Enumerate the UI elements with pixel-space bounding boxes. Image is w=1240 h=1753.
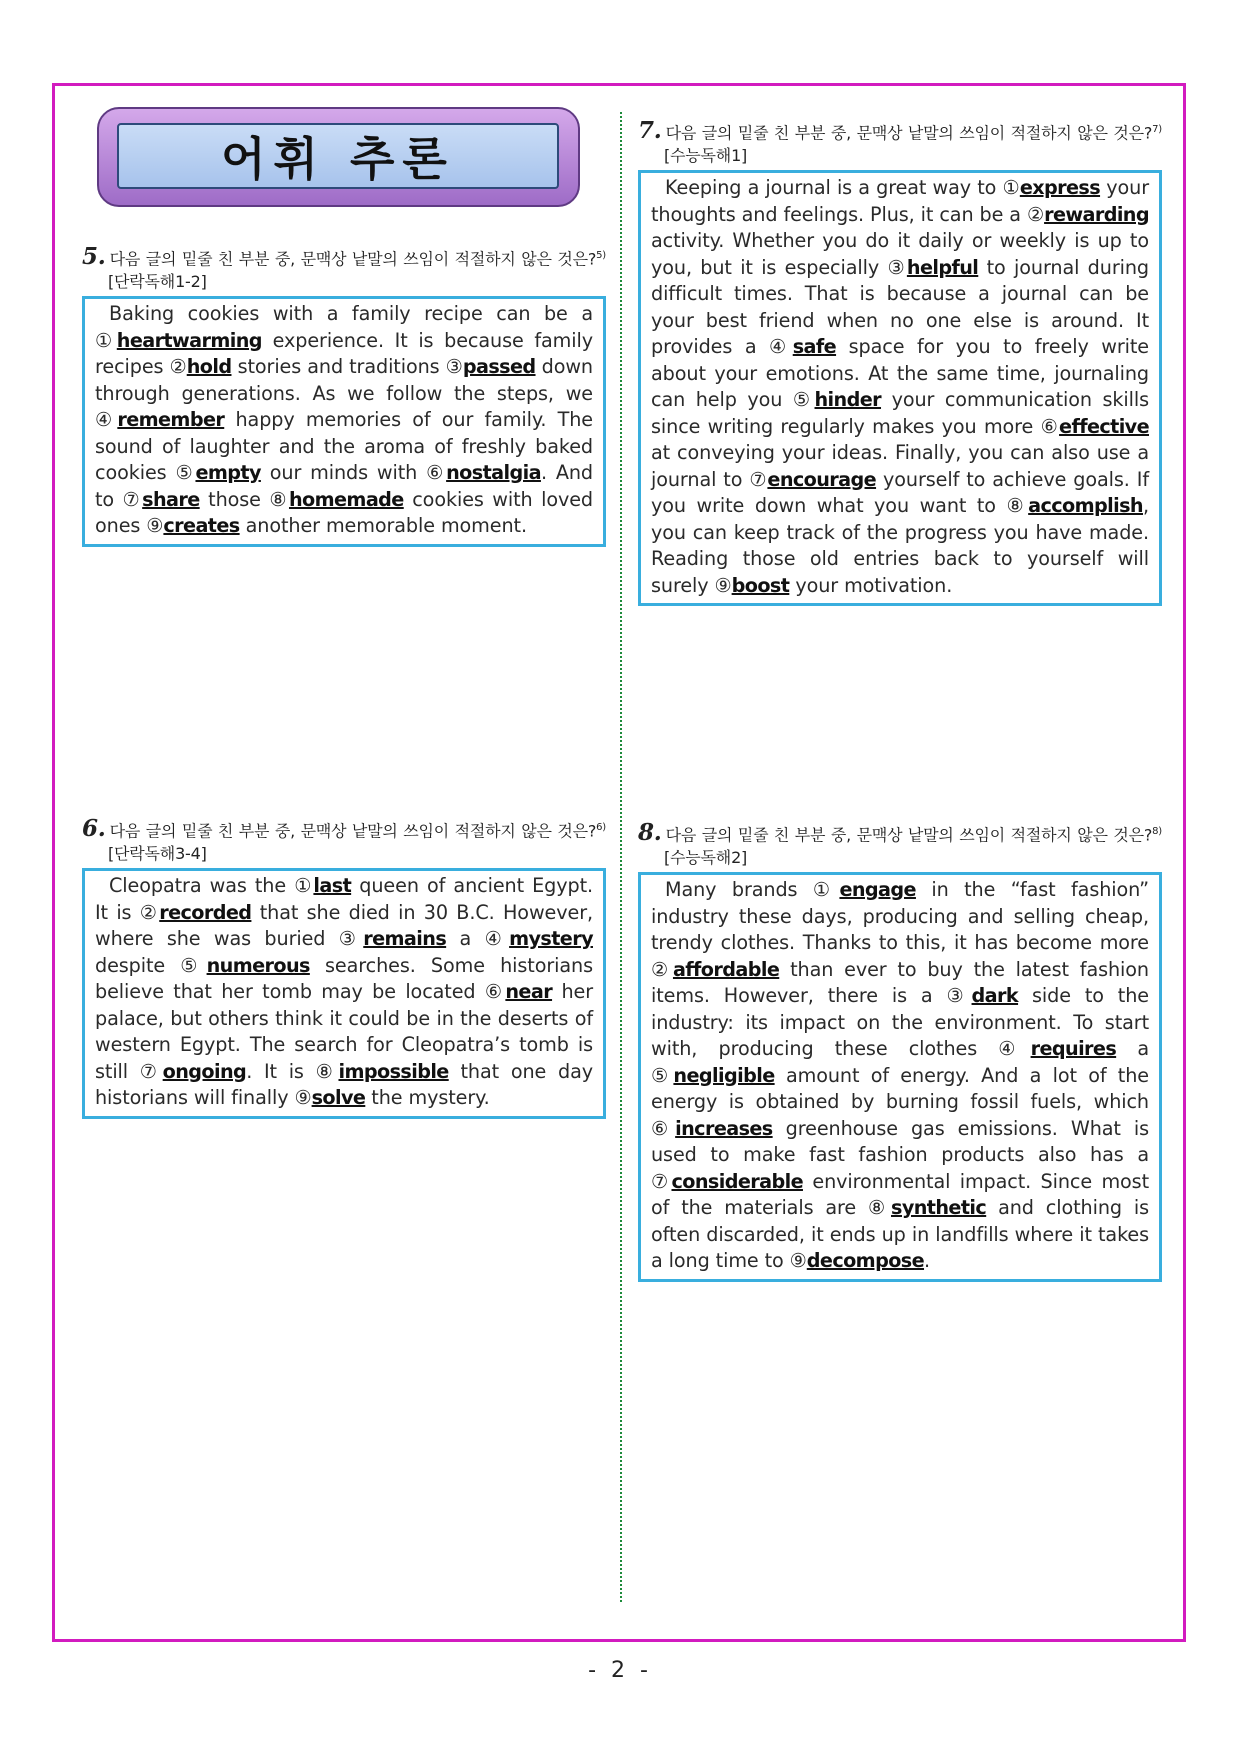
- passage-fragment: queen of ancient Egypt. It is ②: [95, 874, 593, 924]
- passage-text: [651, 877, 1149, 1275]
- question-source: [단락독해1-2]: [108, 272, 207, 292]
- passage-fragment: to journal during difficult times. That is because a journal can be your best friend when no one else is around. It provides a ④: [651, 255, 1149, 359]
- underlined-word: mystery: [509, 927, 593, 951]
- passage-fragment: another memorable moment.: [239, 514, 527, 538]
- passage-fragment: happy memories of our family. The sound of laughter and the aroma of freshly baked cookies ⑤: [95, 408, 593, 485]
- title-box: [117, 123, 559, 189]
- underlined-word: helpful: [906, 255, 979, 279]
- passage-fragment: searches. Some historians believe that her tomb may be located ⑥: [95, 953, 593, 1004]
- question-8: [638, 820, 1162, 1282]
- passage-fragment: the mystery.: [365, 1086, 490, 1110]
- underlined-word: increases: [675, 1116, 773, 1140]
- passage-fragment: your thoughts and feelings. Plus, it can be a ②: [651, 176, 1149, 226]
- question-number: 5.: [82, 243, 106, 271]
- question-6: [82, 816, 606, 1119]
- passage-fragment: and clothing is often discarded, it ends up in landfills where it takes a long time to ⑨: [651, 1196, 1149, 1273]
- footnote-mark: 7): [1152, 124, 1162, 135]
- underlined-word: solve: [311, 1086, 366, 1110]
- passage-fragment: down through generations. As we follow the steps, we ④: [95, 355, 593, 432]
- footnote-mark: 8): [1152, 826, 1162, 837]
- passage-fragment: despite ⑤: [95, 953, 207, 977]
- underlined-word: nostalgia: [446, 461, 541, 485]
- passage-box: [82, 296, 606, 547]
- question-number: 7.: [638, 117, 662, 145]
- passage-fragment: your motivation.: [789, 573, 953, 597]
- underlined-word: considerable: [671, 1169, 803, 1193]
- underlined-word: share: [142, 487, 200, 511]
- underlined-word: boost: [731, 573, 790, 597]
- passage-fragment: Baking cookies with a family recipe can be a ①: [95, 302, 593, 352]
- question-7: [638, 118, 1162, 606]
- underlined-word: remember: [117, 408, 225, 432]
- underlined-word: effective: [1059, 414, 1149, 438]
- passage-box: [638, 872, 1162, 1282]
- passage-fragment: our minds with ⑥: [260, 461, 447, 485]
- footnote-mark: 5): [596, 250, 606, 261]
- question-source: [수능독해2]: [664, 848, 748, 868]
- underlined-word: negligible: [673, 1063, 775, 1087]
- passage-fragment: your communication skills since writing regularly makes you more ⑥: [651, 388, 1149, 438]
- passage-fragment: activity. Whether you do it daily or weekly is up to you, but it is especially ③: [651, 229, 1149, 279]
- passage-fragment: a ⑤: [651, 1037, 1149, 1087]
- passage-fragment: that one day historians will finally ⑨: [95, 1059, 593, 1110]
- passage-text: [651, 175, 1149, 599]
- underlined-word: last: [313, 874, 352, 898]
- passage-fragment: environmental impact. Since most of the materials are ⑧: [651, 1169, 1149, 1220]
- passage-text: [95, 873, 593, 1112]
- underlined-word: express: [1019, 176, 1101, 200]
- underlined-word: homemade: [288, 487, 404, 511]
- underlined-word: empty: [195, 461, 261, 485]
- underlined-word: rewarding: [1044, 202, 1149, 226]
- passage-fragment: Keeping a journal is a great way to ①: [665, 176, 1020, 200]
- question-number: 6.: [82, 815, 106, 843]
- passage-fragment: yourself to achieve goals. If you write down what you want to ⑧: [651, 467, 1149, 518]
- passage-fragment: at conveying your ideas. Finally, you can also use a journal to ⑦: [651, 441, 1149, 491]
- question-header: [638, 820, 1162, 869]
- page-title: 어휘 추론: [221, 132, 455, 186]
- underlined-word: creates: [163, 514, 240, 538]
- passage-fragment: .: [924, 1249, 931, 1273]
- passage-fragment: . And to ⑦: [95, 461, 593, 511]
- passage-box: [82, 868, 606, 1119]
- question-number: 8.: [638, 819, 662, 847]
- passage-fragment: in the “fast fashion” industry these days, producing and selling cheap, trendy clothes. Thanks to this, it has become more ②: [651, 878, 1149, 981]
- question-source: [단락독해3-4]: [108, 844, 207, 864]
- underlined-word: remains: [363, 927, 447, 951]
- passage-fragment: a ④: [446, 927, 510, 951]
- underlined-word: decompose: [806, 1249, 925, 1273]
- underlined-word: near: [505, 980, 553, 1004]
- underlined-word: encourage: [767, 467, 877, 491]
- underlined-word: impossible: [338, 1059, 449, 1083]
- question-header: [638, 118, 1162, 167]
- page-number: - 2 -: [588, 1658, 652, 1683]
- underlined-word: requires: [1030, 1037, 1117, 1061]
- underlined-word: hold: [186, 355, 232, 379]
- passage-fragment: than ever to buy the latest fashion items. However, there is a ③: [651, 957, 1149, 1008]
- question-5: [82, 244, 606, 547]
- passage-fragment: those ⑧: [199, 487, 289, 511]
- passage-fragment: her palace, but others think it could be in the deserts of western Egypt. The search for Cleopatra’s tomb is still ⑦: [95, 980, 593, 1083]
- passage-fragment: Cleopatra was the ①: [109, 874, 314, 898]
- passage-fragment: cookies with loved ones ⑨: [95, 487, 593, 538]
- column-divider: [620, 112, 622, 1602]
- passage-box: [638, 170, 1162, 606]
- passage-fragment: amount of energy. And a lot of the energy is obtained by burning fossil fuels, which ⑥: [651, 1063, 1149, 1140]
- passage-fragment: side to the industry: its impact on the environment. To start with, producing these clothes ④: [651, 984, 1149, 1061]
- underlined-word: affordable: [672, 957, 780, 981]
- passage-fragment: greenhouse gas emissions. What is used to make fast fashion products also has a ⑦: [651, 1116, 1149, 1193]
- underlined-word: numerous: [206, 953, 310, 977]
- question-prompt: 다음 글의 밑줄 친 부분 중, 문맥상 낱말의 쓰임이 적절하지 않은 것은?: [665, 123, 1153, 143]
- question-prompt: 다음 글의 밑줄 친 부분 중, 문맥상 낱말의 쓰임이 적절하지 않은 것은?: [109, 249, 597, 269]
- underlined-word: engage: [839, 878, 916, 902]
- underlined-word: synthetic: [891, 1196, 987, 1220]
- underlined-word: heartwarming: [116, 328, 262, 352]
- underlined-word: passed: [462, 355, 536, 379]
- underlined-word: dark: [971, 984, 1019, 1008]
- question-prompt: 다음 글의 밑줄 친 부분 중, 문맥상 낱말의 쓰임이 적절하지 않은 것은?: [665, 825, 1153, 845]
- passage-fragment: . It is ⑧: [246, 1059, 339, 1083]
- passage-fragment: , you can keep track of the progress you have made. Reading those old entries back to yourself will surely ⑨: [651, 494, 1149, 597]
- question-source: [수능독해1]: [664, 146, 748, 166]
- passage-fragment: Many brands ①: [665, 878, 840, 902]
- question-prompt: 다음 글의 밑줄 친 부분 중, 문맥상 낱말의 쓰임이 적절하지 않은 것은?: [109, 821, 597, 841]
- footnote-mark: 6): [596, 822, 606, 833]
- underlined-word: accomplish: [1028, 494, 1143, 518]
- underlined-word: recorded: [159, 900, 252, 924]
- question-header: [82, 816, 606, 865]
- underlined-word: safe: [792, 335, 837, 359]
- passage-fragment: experience. It is because family recipes ②: [95, 328, 593, 379]
- question-header: [82, 244, 606, 293]
- underlined-word: hinder: [814, 388, 882, 412]
- underlined-word: ongoing: [162, 1059, 247, 1083]
- passage-fragment: space for you to freely write about your emotions. At the same time, journaling can help you ⑤: [651, 335, 1150, 412]
- passage-fragment: stories and traditions ③: [231, 355, 463, 379]
- passage-fragment: that she died in 30 B.C. However, where she was buried ③: [95, 900, 593, 951]
- passage-text: [95, 301, 593, 540]
